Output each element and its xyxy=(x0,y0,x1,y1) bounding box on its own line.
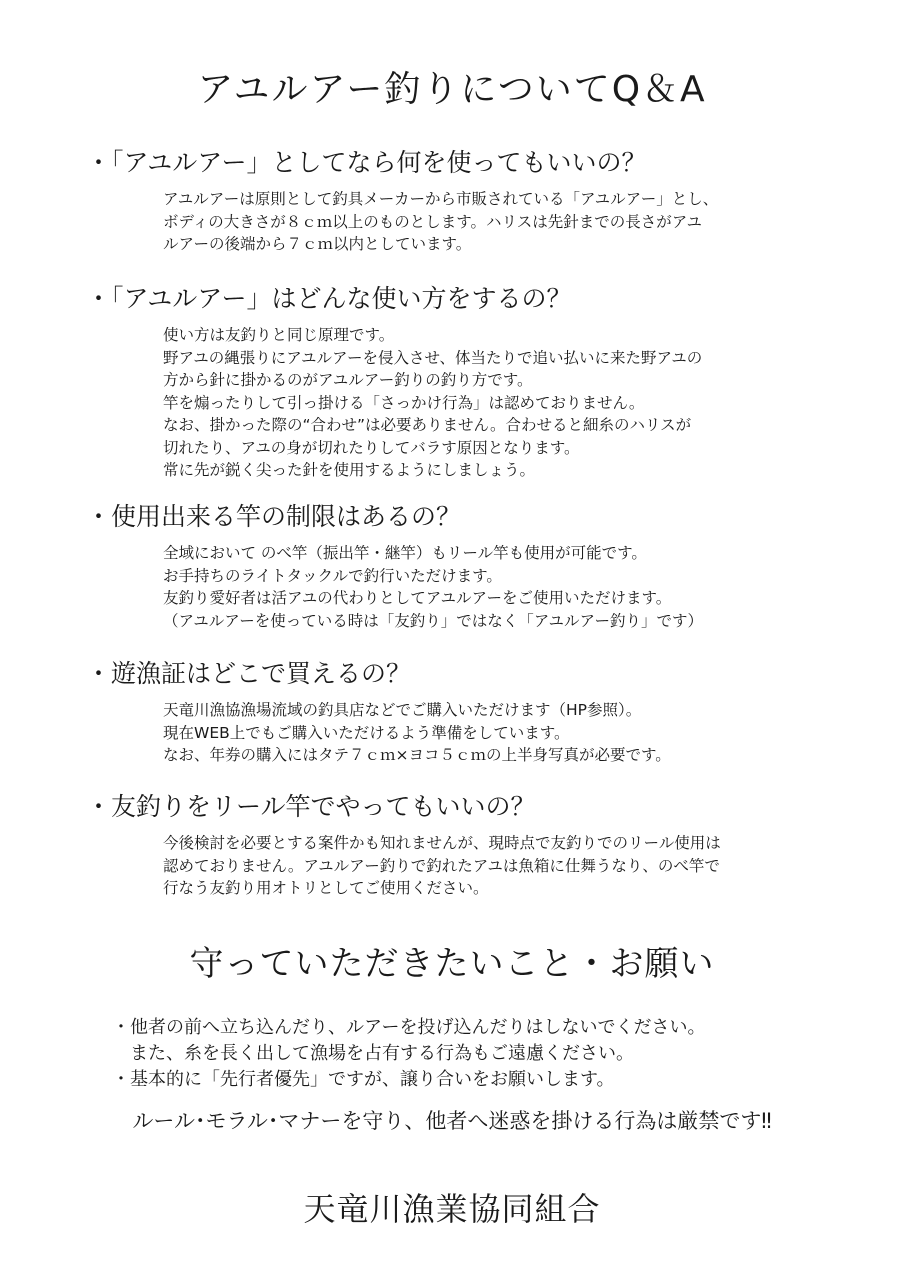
answer xyxy=(163,324,843,482)
requests-heading: 守っていただきたいこと・お願い xyxy=(189,944,715,984)
answer-line: 方から針に掛かるのがアユルアー釣りの釣り方です。 xyxy=(163,371,533,389)
closing-statement: ルール･モラル･マナーを守り、他者へ迷惑を掛ける行為は厳禁です‼ xyxy=(132,1109,772,1133)
answer-line: 行なう友釣り用オトリとしてご使用ください。 xyxy=(163,879,489,897)
qa-item-reel-rod xyxy=(86,790,846,900)
requests-list xyxy=(112,1015,832,1093)
answer-line: アユルアーは原則として釣具メーカーから市販されている「アユルアー」とし、 xyxy=(163,190,719,208)
request-item: ・他者の前へ立ち込んだり、ルアーを投げ込んだりはしないでください。 xyxy=(112,1017,706,1038)
organization-name: 天竜川漁業協同組合 xyxy=(303,1190,601,1228)
answer-line: 現在WEB上でもご購入いただけるよう準備をしています。 xyxy=(163,723,570,742)
question: ・友釣りをリール竿でやってもいいの？ xyxy=(86,792,536,821)
answer-line: 今後検討を必要とする案件かも知れませんが、現時点で友釣りでのリール使用は xyxy=(163,834,721,852)
answer-line: （アユルアーを使っている時は「友釣り」ではなく「アユルアー釣り」です） xyxy=(163,611,704,630)
answer-line: 切れたり、アユの身が切れたりしてバラす原因となります。 xyxy=(163,438,580,457)
answer xyxy=(163,542,843,632)
question: ・使用出来る竿の制限はあるの？ xyxy=(86,502,462,531)
answer-line: 全域において のべ竿（振出竿・継竿）もリール竿も使用が可能です。 xyxy=(163,544,647,562)
answer xyxy=(163,188,843,256)
answer-line: なお、掛かった際の“合わせ”は必要ありません。合わせると細糸のハリスが xyxy=(163,416,692,434)
answer-line: なお、年券の購入にはタテ７ｃｍ×ヨコ５ｃｍの上半身写真が必要です。 xyxy=(163,746,671,764)
answer-line: 認めておりません。アユルアー釣りで釣れたアユは魚箱に仕舞うなり、のべ竿で xyxy=(163,856,720,875)
qa-item-license xyxy=(86,657,846,767)
question: ・遊漁証はどこで買えるの？ xyxy=(86,659,412,688)
answer-line: 使い方は友釣りと同じ原理です。 xyxy=(163,326,395,344)
qa-item-rod-limits xyxy=(86,500,846,632)
answer-line: 天竜川漁協漁場流域の釣具店などでご購入いただけます（HP参照）。 xyxy=(163,701,642,719)
answer-line: 野アユの縄張りにアユルアーを侵入させ、体当たりで追い払いに来た野アユの xyxy=(163,348,703,367)
question: ・「アユルアー」としてなら何を使ってもいいの？ xyxy=(86,148,647,177)
qa-item-usage xyxy=(86,282,846,482)
request-item: ・基本的に「先行者優先」ですが、譲り合いをお願いします。 xyxy=(112,1069,615,1090)
request-item: また、糸を長く出して漁場を占有する行為もご遠慮ください。 xyxy=(112,1043,634,1064)
qa-item-lure-rules xyxy=(86,146,846,256)
answer-line: ルアーの後端から７ｃｍ以内としています。 xyxy=(163,235,472,253)
answer-line: ボディの大きさが８ｃｍ以上のものとします。ハリスは先針までの長さがアユ xyxy=(163,212,702,231)
page-title: アユルアー釣りについてQ＆A xyxy=(197,69,707,110)
question: ・「アユルアー」はどんな使い方をするの？ xyxy=(86,284,572,313)
answer-line: 友釣り愛好者は活アユの代わりとしてアユルアーをご使用いただけます。 xyxy=(163,589,672,607)
answer-line: 竿を煽ったりして引っ掛ける「さっかけ行為」は認めておりません。 xyxy=(163,393,645,412)
answer xyxy=(163,699,843,767)
answer-line: お手持ちのライトタックルで釣行いただけます。 xyxy=(163,566,502,585)
answer xyxy=(163,832,843,900)
answer-line: 常に先が鋭く尖った針を使用するようにしましょう。 xyxy=(163,461,536,479)
